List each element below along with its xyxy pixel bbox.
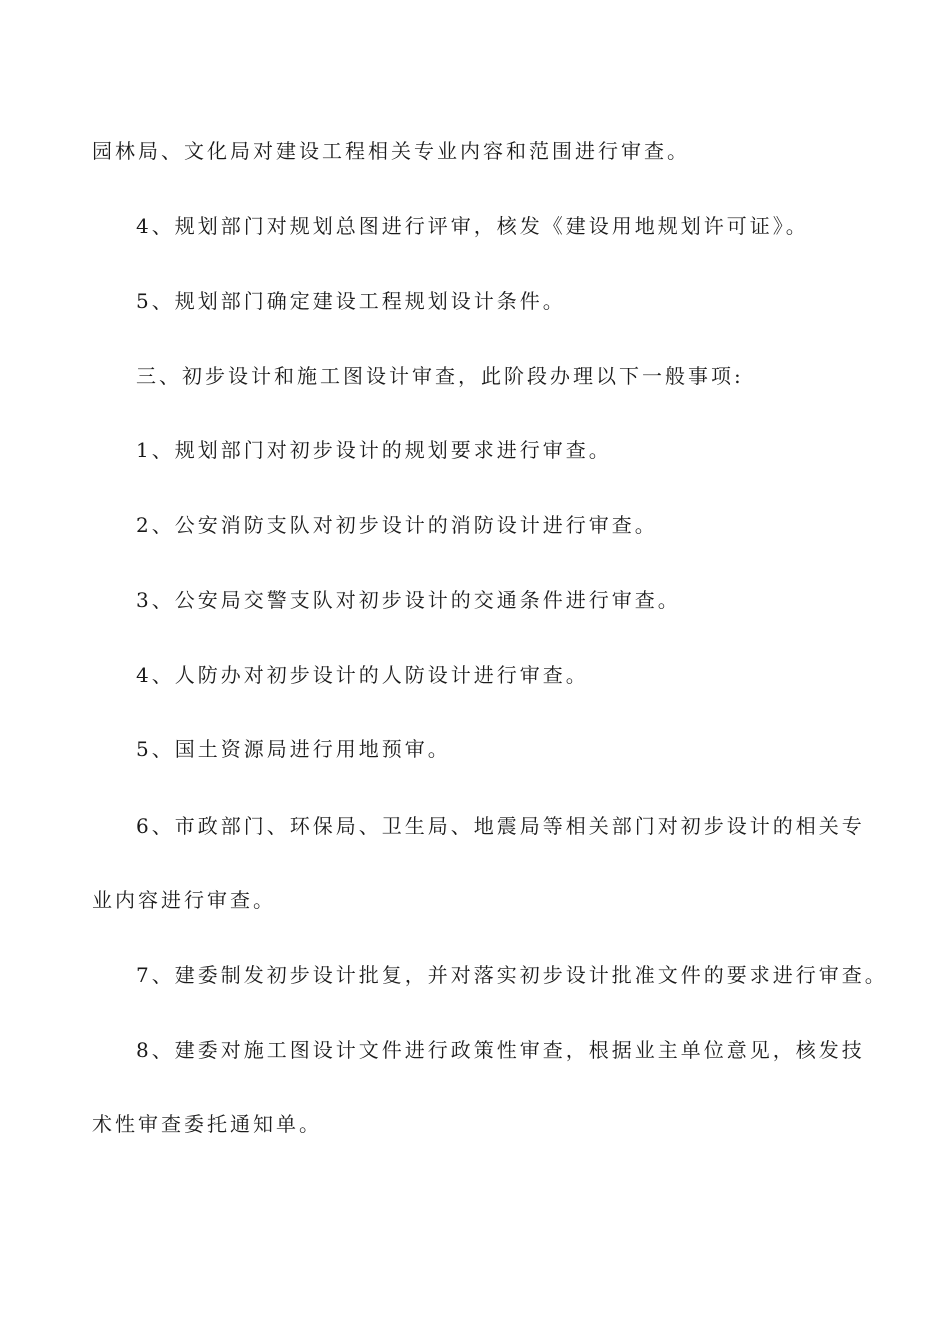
item-4-civil-defense-review: 4、人防办对初步设计的人防设计进行审查。 [136,663,589,687]
item-8-continuation: 术性审查委托通知单。 [92,1112,322,1136]
item-6-continuation: 业内容进行审查。 [92,888,276,912]
paragraph-line-continuation-1: 园林局、文化局对建设工程相关专业内容和范围进行审查。 [92,139,690,163]
item-4-planning-review: 4、规划部门对规划总图进行评审，核发《建设用地规划许可证》。 [136,214,809,238]
item-3-traffic-review: 3、公安局交警支队对初步设计的交通条件进行审查。 [136,588,681,612]
item-5-design-conditions: 5、规划部门确定建设工程规划设计条件。 [136,289,566,313]
item-2-fire-review: 2、公安消防支队对初步设计的消防设计进行审查。 [136,513,658,537]
item-7-approval: 7、建委制发初步设计批复，并对落实初步设计批准文件的要求进行审查。 [136,963,888,987]
section-3-heading: 三、初步设计和施工图设计审查，此阶段办理以下一般事项: [136,364,744,388]
item-5-land-pre-review: 5、国土资源局进行用地预审。 [136,737,451,761]
item-8-construction-drawing-review: 8、建委对施工图设计文件进行政策性审查，根据业主单位意见，核发技 [136,1038,865,1062]
item-1-planning-requirements: 1、规划部门对初步设计的规划要求进行审查。 [136,438,612,462]
item-6-departments-review: 6、市政部门、环保局、卫生局、地震局等相关部门对初步设计的相关专 [136,814,865,838]
